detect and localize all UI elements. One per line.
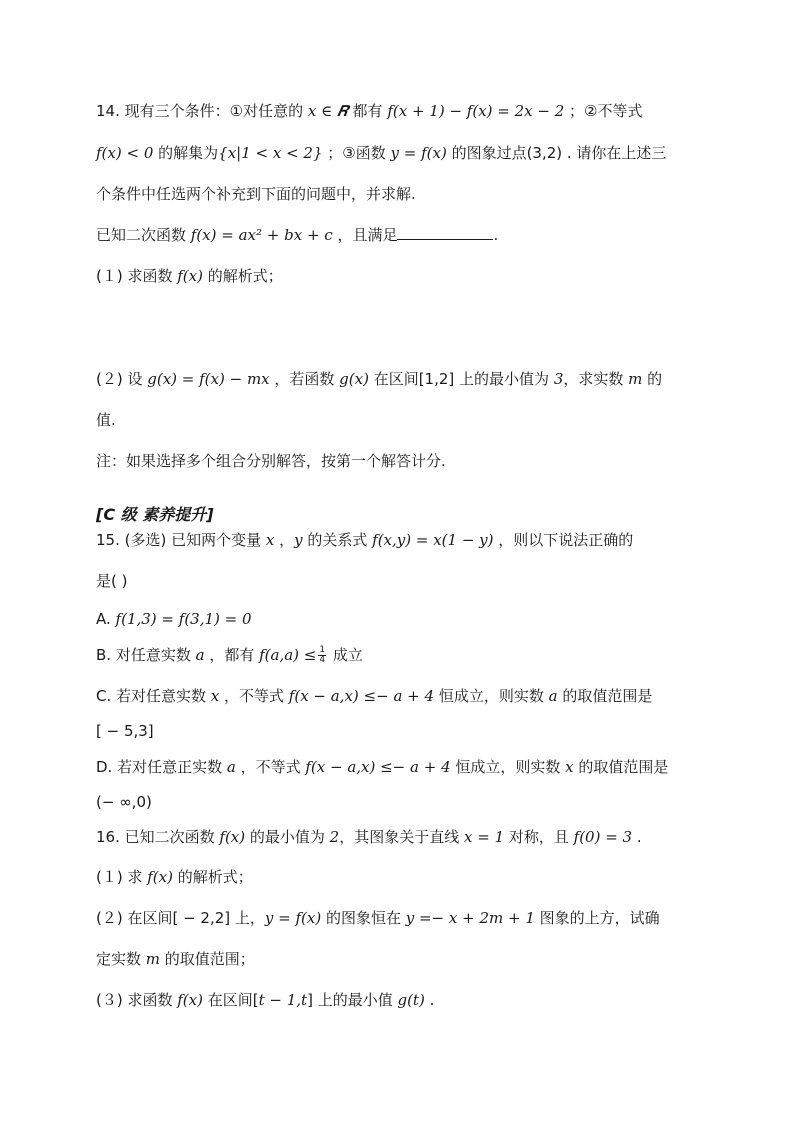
text: ] 上的最小值: [307, 991, 398, 1009]
math: y = f(x): [264, 909, 322, 927]
text: (３) 求函数: [96, 991, 178, 1009]
text: 的取值范围是: [557, 687, 653, 705]
math: x ∈ 𝑹: [307, 102, 348, 120]
text: 14. 现有三个条件：①对任意的: [96, 102, 308, 120]
math: m: [628, 370, 643, 388]
text: 对称，且: [504, 828, 574, 846]
math: f(x) = ax² + bx + c: [190, 226, 333, 244]
text: .: [632, 828, 642, 846]
q15-option-a[interactable]: [96, 609, 252, 629]
text: .: [424, 991, 435, 1009]
math: g(x): [339, 370, 369, 388]
text: ，且满足: [332, 226, 398, 244]
text: 的解析式；: [172, 868, 253, 886]
section-heading: [C 级 素养提升]: [96, 505, 214, 524]
q15-option-c[interactable]: [96, 686, 652, 706]
text: 的解析式；: [202, 267, 283, 285]
math: x: [265, 531, 275, 549]
math: f(x − a,x) ≤− a + 4: [305, 758, 451, 776]
fraction-denominator: 4: [319, 655, 326, 665]
math: f(x): [147, 868, 173, 886]
math: m: [145, 950, 161, 968]
text: (１) 求: [96, 868, 148, 886]
text: 成立: [328, 646, 363, 664]
q16-part-3: [96, 990, 434, 1010]
math: t − 1,t: [258, 991, 308, 1009]
text: 的关系式: [302, 531, 373, 549]
q16-part-1: [96, 867, 253, 887]
math: f(x,y) = x(1 − y): [372, 531, 494, 549]
math: f(x): [177, 991, 203, 1009]
text: 都有: [347, 102, 388, 120]
text: ，不等式: [235, 758, 306, 776]
q15-option-d[interactable]: [96, 757, 668, 777]
text: ；②不等式: [564, 102, 643, 120]
option-label: B. 对任意实数: [96, 646, 196, 664]
q14-line-3: 个条件中任选两个补充到下面的问题中，并求解.: [96, 185, 416, 203]
fraction-numerator: 1: [319, 645, 326, 655]
fraction: [318, 646, 326, 665]
math: g(t): [397, 991, 425, 1009]
option-label: C. 若对任意实数: [96, 687, 211, 705]
text: 的最小值为: [245, 828, 330, 846]
text: ，其图象关于直线: [339, 828, 464, 846]
q14-line-1: [96, 101, 643, 121]
text: 的: [642, 370, 663, 388]
math: 3: [553, 370, 564, 388]
q15-line-2: 是( ): [96, 572, 128, 590]
text: 定实数: [96, 950, 146, 968]
text: ，不等式: [219, 687, 289, 705]
math: f(1,3) = f(3,1) = 0: [115, 610, 252, 628]
q15-option-b[interactable]: [96, 645, 363, 665]
text: 的图象过点(3,2) . 请你在上述三: [446, 144, 667, 162]
text: 的取值范围；: [160, 950, 255, 968]
math: f(x − a,x) ≤− a + 4: [288, 687, 435, 705]
math: y = f(x): [390, 144, 447, 162]
text: 的图象恒在: [321, 909, 406, 927]
text: ，: [274, 531, 295, 549]
text: ，若函数: [269, 370, 340, 388]
text: 16. 已知二次函数: [96, 828, 220, 846]
text: 在区间[: [202, 991, 259, 1009]
math: f(x): [219, 828, 246, 846]
math: f(0) = 3: [573, 828, 633, 846]
q16-line-1: [96, 827, 642, 847]
q16-part-2: [96, 908, 660, 928]
answer-blank[interactable]: [397, 225, 493, 240]
text: 恒成立，则实数: [450, 758, 566, 776]
q15-line-1: [96, 530, 633, 550]
math: g(x) = f(x) − mx: [147, 370, 270, 388]
text: 的取值范围是: [573, 758, 669, 776]
math: {x|1 < x < 2}: [218, 144, 323, 162]
text: (１) 求函数: [96, 267, 178, 285]
text: .: [493, 226, 499, 244]
math: a: [548, 687, 558, 705]
math: x: [210, 687, 220, 705]
text: ；③函数: [322, 144, 391, 162]
q14-part-2: [96, 369, 662, 389]
math: f(x) < 0: [96, 144, 154, 162]
math: f(x): [177, 267, 203, 285]
q14-part-2-cont: 值.: [96, 411, 116, 429]
text: 恒成立，则实数: [434, 687, 549, 705]
text: ，都有: [204, 646, 260, 664]
text: ，则以下说法正确的: [493, 531, 634, 549]
option-label: A.: [96, 610, 116, 628]
text: 图象的上方，试确: [534, 909, 660, 927]
text: 15. (多选) 已知两个变量: [96, 531, 266, 549]
text: (２) 在区间[ − 2,2] 上，: [96, 909, 265, 927]
math: 2: [329, 828, 340, 846]
math: y: [294, 531, 303, 549]
q14-part-1: [96, 266, 283, 286]
text: 已知二次函数: [96, 226, 191, 244]
math: x: [565, 758, 574, 776]
q14-note: 注：如果选择多个组合分别解答，按第一个解答计分.: [96, 452, 446, 470]
q14-line-4: [96, 225, 498, 245]
q15-option-c-cont: [ − 5,3]: [96, 722, 154, 740]
q15-option-d-cont: (− ∞,0): [96, 793, 152, 811]
math: f(x + 1) − f(x) = 2x − 2: [387, 102, 565, 120]
math: a: [195, 646, 205, 664]
option-label: D. 若对任意正实数: [96, 758, 227, 776]
text: 的解集为: [153, 144, 219, 162]
text: 在区间[1,2] 上的最小值为: [368, 370, 554, 388]
text: (２) 设: [96, 370, 148, 388]
math: y =− x + 2m + 1: [405, 909, 535, 927]
math: x = 1: [464, 828, 505, 846]
math: a: [226, 758, 236, 776]
math: f(a,a) ≤: [259, 646, 317, 664]
q16-part-2-cont: [96, 949, 255, 969]
text: ，求实数: [563, 370, 629, 388]
q14-line-2: [96, 143, 666, 163]
